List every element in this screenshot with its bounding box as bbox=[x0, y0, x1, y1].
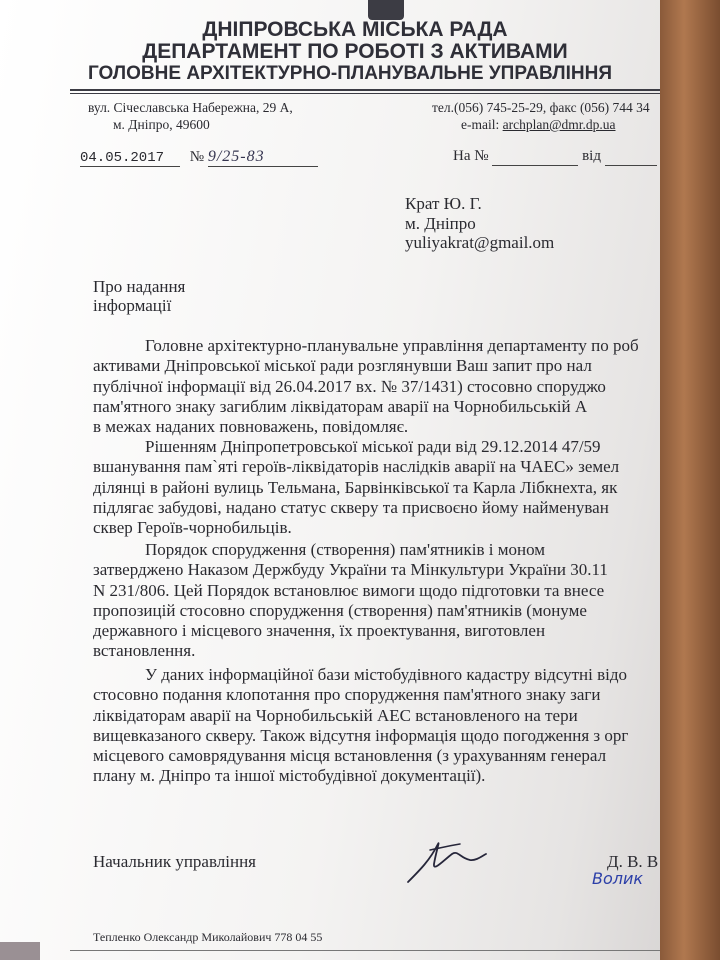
incoming-date-blank bbox=[605, 148, 657, 166]
body-line: плану м. Дніпро та іншої містобудівної документації). bbox=[93, 766, 486, 786]
email-row bbox=[461, 117, 616, 133]
body-line: затверджено Наказом Держбуду України та Мінкультури України 30.11 bbox=[93, 560, 608, 580]
body-line: сквер Героїв-чорнобильців. bbox=[93, 518, 292, 538]
body-line: в межах наданих повноважень, повідомляє. bbox=[93, 417, 409, 437]
letter-number: 9/25-83 bbox=[208, 148, 318, 167]
footer-rule bbox=[70, 950, 676, 951]
body-line: встановлення. bbox=[93, 641, 196, 661]
body-line: N 231/806. Цей Порядок встановлює вимоги щодо підготовки та внесе bbox=[93, 580, 605, 600]
body-line: Порядок спорудження (створення) пам'ятників і моном bbox=[145, 540, 546, 559]
registration-stamp bbox=[0, 942, 40, 960]
body-line: державного і місцевого значення, їх проектування, виготовлен bbox=[93, 621, 546, 641]
header-rule-thin bbox=[70, 93, 670, 94]
department-email: archplan@dmr.dp.ua bbox=[502, 117, 616, 132]
executor-info: Тепленко Олександр Миколайович 778 04 55 bbox=[93, 930, 323, 944]
address-line-2: м. Дніпро, 49600 bbox=[113, 117, 210, 132]
handwritten-signature bbox=[400, 830, 490, 890]
incoming-reference bbox=[453, 148, 657, 166]
body-line: вищевказаного скверу. Також відсутня інформація щодо погодження з орг bbox=[93, 725, 629, 745]
address-line-1: вул. Січеславська Набережна, 29 А, bbox=[88, 100, 293, 115]
body-line: активами Дніпровської міської ради розглянувши Ваш запит про нал bbox=[93, 356, 592, 376]
handwritten-surname: Волик bbox=[592, 869, 644, 888]
from-label: від bbox=[582, 148, 601, 164]
recipient-email: yuliyakrat@gmail.om bbox=[405, 233, 555, 252]
department-name: ДЕПАРТАМЕНТ ПО РОБОТІ З АКТИВАМИ bbox=[142, 40, 568, 63]
number-label: № bbox=[189, 149, 205, 165]
on-number-label: На № bbox=[453, 148, 489, 164]
body-line: Головне архітектурно-планувальне управління департаменту по роб bbox=[145, 336, 639, 355]
body-line: місцевого самоврядування місця встановлення (з урахуванням генерал bbox=[93, 746, 607, 766]
body-line: стосовно подання клопотання про спорудження пам'ятного знаку заги bbox=[93, 685, 601, 705]
incoming-number-blank bbox=[492, 148, 578, 166]
body-line: ділянці в районі вулиць Тельмана, Барвінківської та Карла Лібкнехта, як bbox=[93, 477, 618, 497]
body-line: підлягає забудові, надано статус скверу та присвоєно йому найменуван bbox=[93, 497, 609, 517]
outgoing-reference bbox=[80, 148, 318, 167]
paragraph-monument-procedure bbox=[93, 540, 676, 662]
body-line: вшанування пам`яті героїв-ліквідаторів наслідків аварії на ЧАЕС» земел bbox=[93, 457, 620, 477]
signatory-position: Начальник управління bbox=[93, 852, 256, 871]
subject-line-2: інформації bbox=[93, 296, 172, 315]
body-line: ліквідаторам аварії на Чорнобильській АЕС встановленого на тери bbox=[93, 705, 578, 725]
body-line: пам'ятного знаку загиблим ліквідаторам аварії на Чорнобильській А bbox=[93, 396, 588, 416]
body-line: Рішенням Дніпропетровської міської ради від 29.12.2014 47/59 bbox=[145, 437, 601, 456]
phone-fax: тел.(056) 745-25-29, факс (056) 744 34 bbox=[432, 100, 650, 115]
wooden-table-edge bbox=[660, 0, 720, 960]
council-name: ДНІПРОВСЬКА МІСЬКА РАДА bbox=[202, 18, 508, 41]
header-rule-thick bbox=[70, 89, 670, 91]
coat-of-arms-emblem bbox=[368, 0, 404, 20]
paragraph-council-decision bbox=[93, 437, 676, 538]
paragraph-cadastre-info bbox=[93, 665, 676, 787]
recipient-name: Крат Ю. Г. bbox=[405, 194, 482, 213]
email-label: e-mail: bbox=[461, 117, 500, 132]
recipient-city: м. Дніпро bbox=[405, 214, 476, 233]
paragraph-request-response bbox=[93, 336, 676, 437]
body-line: У даних інформаційної бази містобудівного кадастру відсутні відо bbox=[145, 665, 627, 684]
directorate-name: ГОЛОВНЕ АРХІТЕКТУРНО-ПЛАНУВАЛЬНЕ УПРАВЛІННЯ bbox=[87, 63, 613, 84]
letter-date: 04.05.2017 bbox=[80, 150, 180, 167]
body-line: пропозицій стосовно спорудження (створення) пам'ятників (монуме bbox=[93, 600, 587, 620]
body-line: публічної інформації від 26.04.2017 вх. № 37/1431) стосовно споруджо bbox=[93, 376, 606, 396]
subject-line-1: Про надання bbox=[93, 277, 186, 296]
signatory-initials: Д. В. В bbox=[607, 852, 659, 871]
